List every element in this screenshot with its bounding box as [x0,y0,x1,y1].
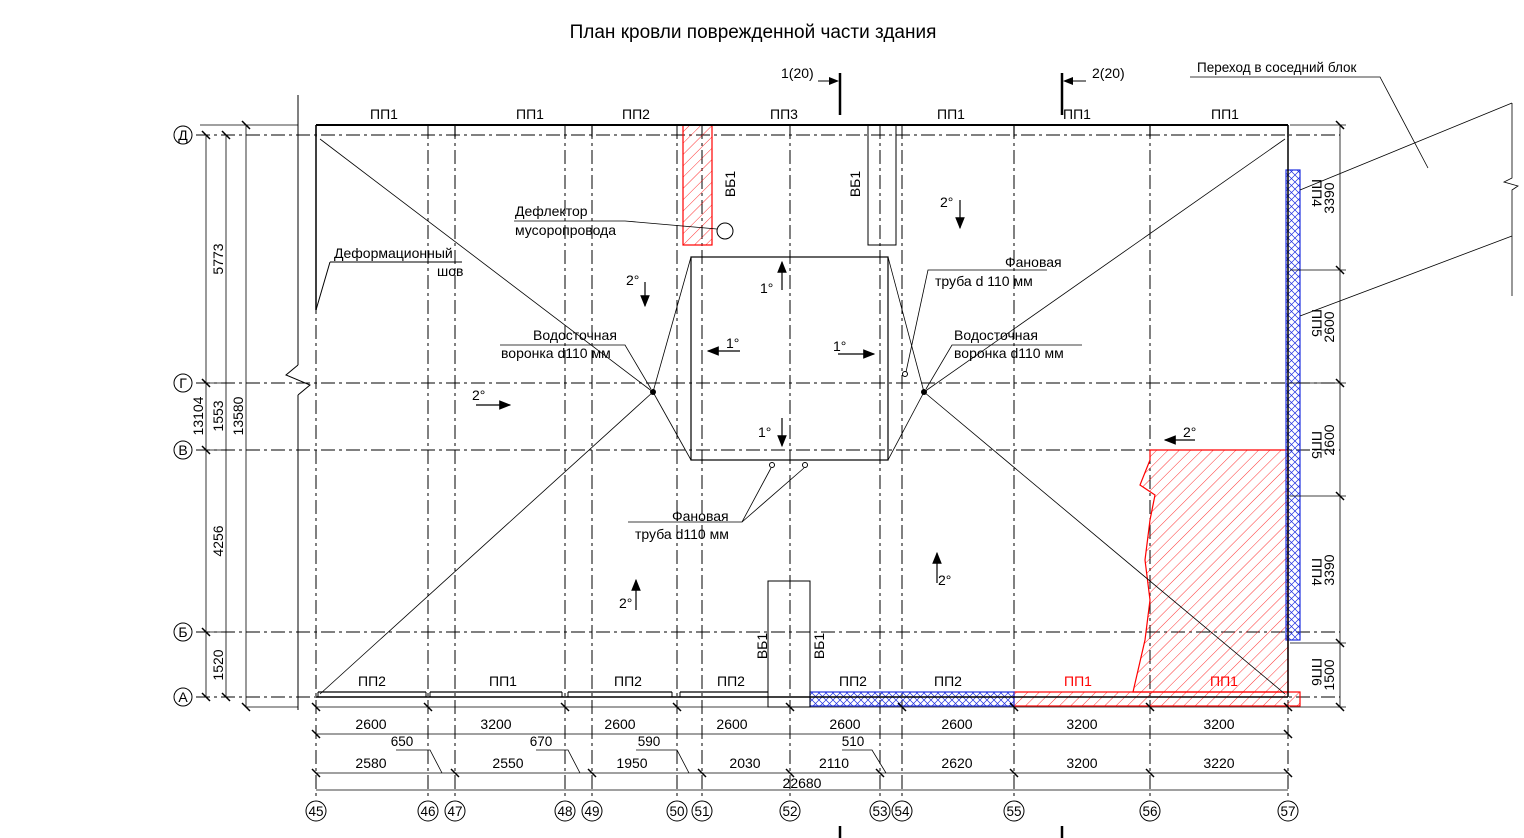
panel-label-bottom: ПП2 [717,673,745,689]
axis-number: 57 [1280,804,1296,819]
axis-number: 46 [420,804,436,819]
panel-label-bottom: ПП2 [934,673,962,689]
funnel-left-dot [650,389,656,395]
fan-pipe-right-dot [903,372,908,377]
axis-letter-b: Б [178,624,188,640]
dimension-right: 2600 [1321,311,1337,343]
repair-strip-bottom [810,692,1014,706]
axis-number: 49 [584,804,600,819]
dimension-bottom: 3200 [1203,716,1235,732]
slope-label: 2° [940,194,954,210]
dimension-bottom: 2600 [355,716,387,732]
panel-label-right: ПП5 [1309,431,1325,459]
slope-label: 2° [619,595,633,611]
section-mark-2-label: 2(20) [1092,65,1125,81]
axis-letter-v: В [178,442,188,458]
panel-label-top: ПП3 [770,106,798,122]
slope-label: 1° [758,424,772,440]
dimension-bottom: 2600 [604,716,636,732]
axis-letter-a: А [178,689,188,705]
panel-label-bottom-damaged: ПП1 [1210,673,1238,689]
panel-label-right: ПП4 [1309,179,1325,207]
panel-label-bottom: ПП2 [358,673,386,689]
slope-label: 2° [1183,424,1197,440]
dimension-left-total: 13580 [230,396,246,436]
dimension-bottom: 3200 [1066,716,1098,732]
funnel-left-label: воронка d110 мм [501,345,611,361]
dimension-bottom: 2600 [716,716,748,732]
dimension-bottom: 3200 [1066,755,1098,771]
adjacent-block-label: Переход в соседний блок [1197,60,1357,75]
vb1-label: ВБ1 [722,170,738,198]
funnel-right-label: Водосточная [954,327,1038,343]
dimension-bottom: 3200 [480,716,512,732]
axis-number: 52 [782,804,798,819]
dimension-right: 3390 [1321,554,1337,586]
fan-pipe-bottom-label: труба d110 мм [635,526,729,542]
fan-pipe-bottom-dot-2 [803,463,808,468]
slope-label: 1° [833,338,847,354]
slope-label: 1° [760,280,774,296]
slope-label: 2° [938,572,952,588]
axis-number: 47 [447,804,463,819]
axis-number: 56 [1142,804,1158,819]
panel-label-top: ПП2 [622,106,650,122]
axis-number: 53 [872,804,888,819]
panel-label-bottom: ПП1 [489,673,517,689]
vb1-label: ВБ1 [847,170,863,198]
dimension-total: 22680 [782,775,822,791]
axis-letter-d: Д [178,127,188,143]
dimension-offset: 650 [390,734,414,749]
dimension-left-total: 13104 [190,396,206,436]
axis-number: 50 [669,804,685,819]
fan-pipe-top-label: труба d 110 мм [935,273,1033,289]
panel-label-right: ПП6 [1309,658,1325,686]
slope-label: 1° [726,335,740,351]
leader-lines [500,77,1518,522]
funnel-right-label: воронка d110 мм [954,345,1064,361]
axis-number: 48 [557,804,573,819]
slope-label: 2° [472,387,486,403]
panel-label-right: ПП4 [1309,558,1325,586]
dimension-left: 4256 [210,525,226,557]
panel-label-bottom-damaged: ПП1 [1064,673,1092,689]
panel-label-top: ПП1 [1063,106,1091,122]
joint-label: шов [437,263,464,279]
dimension-left: 1520 [210,649,226,681]
funnel-right-dot [921,389,927,395]
damage-area [1133,450,1288,692]
dimension-right: 1500 [1321,659,1337,691]
panel-label-bottom: ПП2 [839,673,867,689]
funnel-left-label: Водосточная [533,327,617,343]
dimension-bottom: 2600 [829,716,861,732]
dimension-bottom: 2580 [355,755,387,771]
panel-label-top: ПП1 [937,106,965,122]
section-mark-1-label: 1(20) [781,65,814,81]
drawing-title: План кровли поврежденной части здания [569,22,937,43]
panel-label-bottom: ПП2 [614,673,642,689]
axis-number: 51 [694,804,710,819]
dimension-bottom: 2600 [941,716,973,732]
panel-label-right: ПП5 [1309,309,1325,337]
dimension-left: 1553 [210,400,226,432]
deflector-label: мусоропровода [515,222,617,238]
dimension-bottom: 2030 [729,755,761,771]
vb1-bottom [768,581,810,707]
dimension-right: 2600 [1321,424,1337,456]
roof-outline [316,125,1288,697]
dimension-right: 3390 [1321,182,1337,214]
slope-label: 2° [626,272,640,288]
dimension-left: 5773 [210,243,226,275]
deflector-label: Дефлектор [515,203,588,219]
damage-strip-bottom [1014,692,1300,706]
vb1-label: ВБ1 [754,632,770,660]
joint-label: Деформационный [334,245,453,261]
dimension-bottom: 2110 [818,755,850,771]
panel-label-top: ПП1 [1211,106,1239,122]
dimension-offset: 510 [841,734,865,749]
roof-ridges [320,139,1285,694]
expansion-joint [286,95,462,710]
dimension-offset: 670 [529,734,553,749]
axis-number: 45 [308,804,324,819]
dimension-bottom: 3220 [1203,755,1235,771]
dimension-bottom: 2620 [941,755,973,771]
axis-letter-g: Г [179,375,187,391]
panel-label-top: ПП1 [516,106,544,122]
axis-number: 55 [1006,804,1022,819]
fan-pipe-top-label: Фановая [1005,254,1062,270]
dimension-offset: 590 [637,734,661,749]
slope-arrows [476,200,1195,610]
deflector-symbol [717,223,733,239]
panel-label-top: ПП1 [370,106,398,122]
dimension-bottom: 1950 [616,755,648,771]
axis-number: 54 [894,804,910,819]
vb1-label: ВБ1 [811,632,827,660]
vb1-top-right [868,125,896,245]
fan-pipe-bottom-dot-1 [770,463,775,468]
fan-pipe-bottom-label: Фановая [672,508,729,524]
dimension-bottom: 2550 [492,755,524,771]
